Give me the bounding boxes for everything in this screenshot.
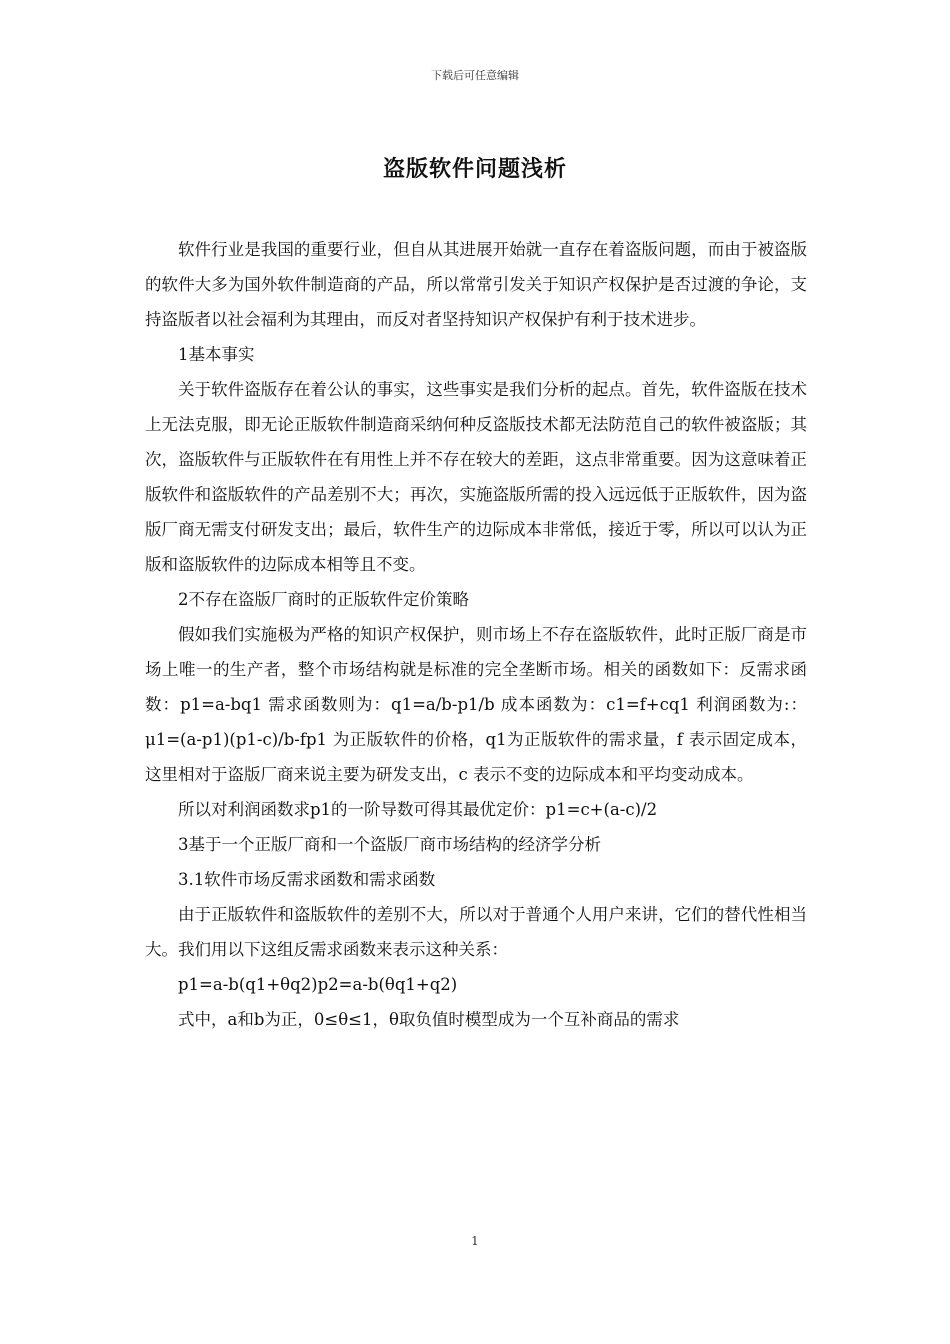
page-header: 下载后可任意编辑 xyxy=(431,69,519,82)
formula-inverse-demand: p1=a-b(q1+θq2)p2=a-b(θq1+q2) xyxy=(178,975,458,994)
section-heading-1: 1基本事实 xyxy=(178,345,255,364)
page-number: 1 xyxy=(471,1234,479,1248)
paragraph-basic-facts: 关于软件盗版存在着公认的事实，这些事实是我们分析的起点。首先，软件盗版在技术上无法克服，即无论正版软件制造商采纳何种反盗版技术都无法防范自己的软件被盗版；其次，盗版软件与正版软件在有用性上并不存在较大的差距，这点非常重要。因为这意味着正版软件和盗版软件的产品差别不大；再次，实施盗版所需的投入远远低于正版软件，因为盗版厂商无需支付研发支出；最后，软件生产的边际成本非常低，接近于零，所以可以认为正版和盗版软件的边际成本相等且不变。 xyxy=(145,380,807,574)
paragraph-intro: 软件行业是我国的重要行业，但自从其进展开始就一直存在着盗版问题，而由于被盗版的软件大多为国外软件制造商的产品，所以常常引发关于知识产权保护是否过渡的争论，支持盗版者以社会福利为其理由，而反对者坚持知识产权保护有利于技术进步。 xyxy=(145,240,807,329)
paragraph-optimal-price: 所以对利润函数求p1的一阶导数可得其最优定价：p1=c+(a-c)/2 xyxy=(178,800,658,819)
document-title: 盗版软件问题浅析 xyxy=(382,156,567,182)
paragraph-substitution: 由于正版软件和盗版软件的差别不大，所以对于普通个人用户来讲，它们的替代性相当大。我们用以下这组反需求函数来表示这种关系： xyxy=(145,905,807,959)
paragraph-parameters: 式中，a和b为正，0≤θ≤1，θ取负值时模型成为一个互补商品的需求 xyxy=(178,1010,680,1029)
section-heading-3-1: 3.1软件市场反需求函数和需求函数 xyxy=(178,870,436,889)
paragraph-monopoly-pricing: 假如我们实施极为严格的知识产权保护，则市场上不存在盗版软件，此时正版厂商是市场上唯一的生产者，整个市场结构就是标准的完全垄断市场。相关的函数如下：反需求函数：p1=a-bq1 需求函数则为：q1=a/b-p1/b 成本函数为：c1=f+cq1 利润函数为:：μ1=(a-p1)(p1-c)/b-fp1 为正版软件的价格，q1为正版软件的需求量，f 表示固定成本，这里相对于盗版厂商来说主要为研发支出，c 表示不变的边际成本和平均变动成本。 xyxy=(145,625,807,784)
document-body xyxy=(145,232,807,1037)
section-heading-3: 3基于一个正版厂商和一个盗版厂商市场结构的经济学分析 xyxy=(178,835,601,854)
section-heading-2: 2不存在盗版厂商时的正版软件定价策略 xyxy=(178,590,469,609)
